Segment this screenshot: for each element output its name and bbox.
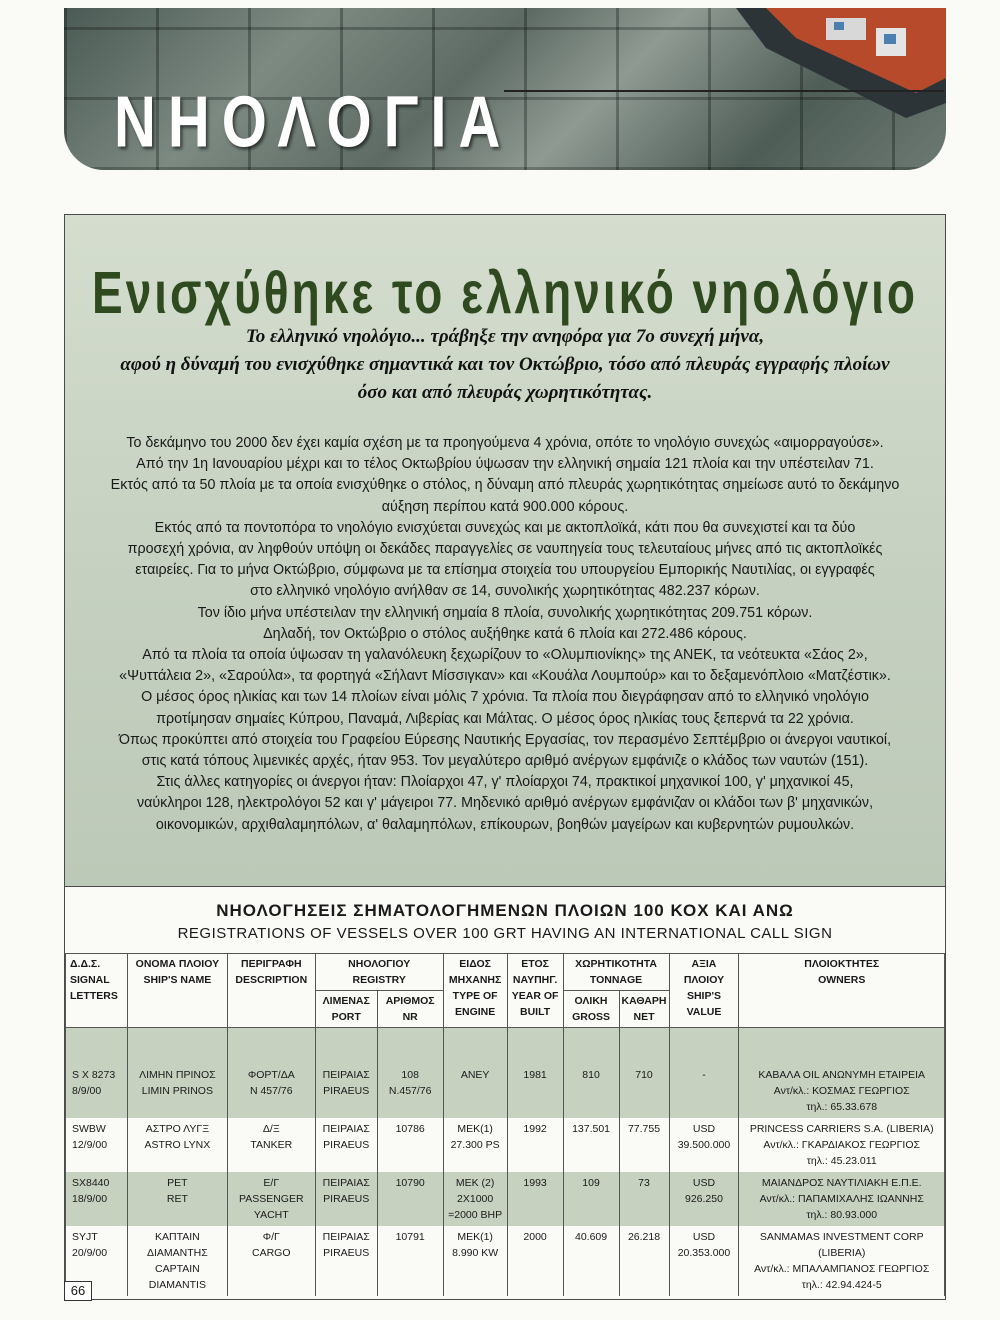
cell-description bbox=[227, 1172, 315, 1226]
cell-line: 8.990 KW bbox=[452, 1247, 499, 1259]
header-text: LETTERS bbox=[70, 990, 118, 1002]
header-text: ΑΞΙΑ bbox=[691, 958, 717, 970]
subtitle-line: Το ελληνικό νηολόγιο... τράβηξε την ανηφόρα για 7ο συνεχή μήνα, bbox=[245, 326, 765, 347]
cell-line: 26.218 bbox=[627, 1231, 661, 1243]
cell-line: LIMIN PRINOS bbox=[141, 1085, 213, 1097]
cell-line: 12/9/00 bbox=[72, 1139, 108, 1151]
cell-net bbox=[619, 1118, 669, 1172]
body-line: εταιρείες. Για το μήνα Οκτώβριο, σύμφωνα με τα επίσημα στοιχεία του υπουργείου Εμπορικής Ναυτιλίας, οι εγγραφές bbox=[135, 562, 875, 579]
cell-line: Φ/Γ bbox=[262, 1231, 280, 1243]
col-signal-header bbox=[66, 954, 128, 1028]
header-text: TONNAGE bbox=[589, 974, 643, 986]
cell-line: ASTRO LYNX bbox=[144, 1139, 211, 1151]
body-line: Όπως προκύπτει από στοιχεία του Γραφείου Εύρεσης Ναυτικής Εργασίας, τον περασμένο Σεπτέμβριο οι άνεργοι ναυτικοί, bbox=[118, 731, 892, 748]
header-text: NR bbox=[402, 1011, 418, 1023]
cell-year bbox=[507, 1226, 563, 1296]
registrations-section bbox=[64, 886, 946, 1300]
article-title: Ενισχύθηκε το ελληνικό νηολόγιο bbox=[92, 258, 918, 326]
col-port-header bbox=[315, 991, 377, 1028]
cell-gross bbox=[563, 1226, 619, 1296]
cell-nr bbox=[377, 1064, 443, 1118]
article-subtitle bbox=[95, 323, 915, 407]
header-text: Δ.Δ.Σ. bbox=[70, 958, 101, 970]
cell-owners bbox=[739, 1118, 945, 1172]
table-row bbox=[66, 1064, 945, 1118]
cell-line: 108 bbox=[401, 1069, 419, 1081]
cell-port bbox=[315, 1172, 377, 1226]
col-value-header bbox=[669, 954, 739, 1028]
ship-aerial-image bbox=[706, 8, 946, 118]
cell-line: Αντ/κλ.: ΠΑΠΑΜΙΧΑΛΗΣ ΙΩΑΝΝΗΣ bbox=[759, 1193, 924, 1205]
cell-gross bbox=[563, 1172, 619, 1226]
table-row bbox=[66, 1118, 945, 1172]
cell-line: ΜΕΚ(1) bbox=[457, 1231, 493, 1243]
cell-name bbox=[127, 1172, 227, 1226]
header-text: YEAR OF bbox=[511, 990, 559, 1002]
cell-line: RET bbox=[166, 1193, 188, 1205]
cell-gross bbox=[563, 1064, 619, 1118]
cell-line: 10786 bbox=[395, 1123, 425, 1135]
cell-year bbox=[507, 1172, 563, 1226]
cell-line: 710 bbox=[635, 1069, 653, 1081]
body-line: Εκτός από τα ποντοπόρα το νηολόγιο ενισχύεται συνεχώς και με ακτοπλοϊκά, κάτι που θα συνεχιστεί και τα δύο bbox=[154, 519, 856, 536]
cell-line: ΠΕΙΡΑΙΑΣ bbox=[322, 1177, 370, 1189]
cell-line: τηλ.: 45.23.011 bbox=[806, 1155, 877, 1167]
header-text: SHIP'S NAME bbox=[143, 974, 212, 986]
header-text: OWNERS bbox=[818, 974, 866, 986]
col-name-header bbox=[127, 954, 227, 1028]
cell-signal bbox=[66, 1118, 128, 1172]
cell-line: S X 8273 bbox=[72, 1069, 116, 1081]
page-number: 66 bbox=[64, 1281, 92, 1301]
body-line: Ο μέσος όρος ηλικίας και των 14 πλοίων είναι μόλις 7 χρόνια. Τα πλοία που διεγράφησαν από το ελληνικό νηολόγιο bbox=[141, 689, 869, 706]
cell-line: τηλ.: 80.93.000 bbox=[806, 1209, 878, 1221]
cell-description bbox=[227, 1064, 315, 1118]
header-text: TYPE OF bbox=[452, 990, 498, 1002]
cell-line: PET bbox=[167, 1177, 188, 1189]
header-text: ΠΛΟΙΟΥ bbox=[683, 974, 725, 986]
cell-line: USD bbox=[692, 1177, 716, 1189]
cell-line: ΑΝΕΥ bbox=[460, 1069, 490, 1081]
table-row bbox=[66, 1226, 945, 1296]
cell-line: SANMAMAS INVESTMENT CORP (LIBERIA) bbox=[759, 1231, 924, 1259]
col-gross-header bbox=[563, 991, 619, 1028]
cell-line: 109 bbox=[582, 1177, 600, 1189]
cell-line: 20.353.000 bbox=[677, 1247, 731, 1259]
cell-value bbox=[669, 1064, 739, 1118]
cell-line: PIRAEUS bbox=[323, 1193, 370, 1205]
cell-signal bbox=[66, 1172, 128, 1226]
body-line: προσεχή χρόνια, αν ληφθούν υπόψη οι δεκάδες παραγγελίες σε ναυπηγεία τους τελευταίους μήνες από τις ακτοπλοϊκές bbox=[127, 541, 883, 558]
cell-engine bbox=[443, 1226, 507, 1296]
header-text: ΝΑΥΠΗΓ. bbox=[512, 974, 558, 986]
body-line: Δηλαδή, τον Οκτώβριο ο στόλος αυξήθηκε κατά 6 πλοία και 272.486 κόρους. bbox=[263, 625, 747, 642]
cell-line: SYJT bbox=[72, 1231, 98, 1243]
cell-engine bbox=[443, 1118, 507, 1172]
col-tonnage-header bbox=[563, 954, 669, 991]
header-text: BUILT bbox=[520, 1006, 551, 1018]
cell-line: ΚΑΒΑΛΑ OIL ΑΝΩΝΥΜΗ ΕΤΑΙΡΕΙΑ bbox=[758, 1069, 925, 1081]
registrations-title-english: REGISTRATIONS OF VESSELS OVER 100 GRT HAVING AN INTERNATIONAL CALL SIGN bbox=[177, 925, 833, 942]
cell-owners bbox=[739, 1226, 945, 1296]
header-text: ΟΛΙΚΗ bbox=[574, 995, 608, 1007]
cell-signal bbox=[66, 1064, 128, 1118]
cell-line: ΦΟΡΤ/ΔΑ bbox=[247, 1069, 295, 1081]
registrations-table bbox=[65, 953, 945, 1296]
cell-name bbox=[127, 1118, 227, 1172]
cell-line: Ε/Γ bbox=[263, 1177, 280, 1189]
col-owners-header bbox=[739, 954, 945, 1028]
header-divider-line bbox=[504, 90, 944, 92]
cell-line: 1981 bbox=[523, 1069, 547, 1081]
cell-line: =2000 BHP bbox=[448, 1209, 503, 1221]
cell-line: PIRAEUS bbox=[323, 1247, 370, 1259]
cell-line: 810 bbox=[582, 1069, 600, 1081]
cell-line: Αντ/κλ.: ΓΚΑΡΔΙΑΚΟΣ ΓΕΩΡΓΙΟΣ bbox=[763, 1139, 921, 1151]
cell-owners bbox=[739, 1064, 945, 1118]
header-text: VALUE bbox=[686, 1006, 722, 1018]
cell-line: ΜΕΚ (2) bbox=[455, 1177, 495, 1189]
header-text: SHIP'S bbox=[686, 990, 721, 1002]
header-text: PORT bbox=[331, 1011, 361, 1023]
cell-line: 10790 bbox=[395, 1177, 425, 1189]
body-line: Τον ίδιο μήνα υπέστειλαν την ελληνική σημαία 8 πλοία, συνολικής χωρητικότητας 209.751 κόρων. bbox=[197, 604, 813, 621]
header-text: ΧΩΡΗΤΙΚΟΤΗΤΑ bbox=[575, 958, 657, 970]
header-text: SIGNAL bbox=[70, 974, 110, 986]
body-line: Εκτός από τα 50 πλοία με τα οποία ενισχύθηκε ο στόλος, η δύναμη από πλευράς χωρητικότητας σημείωσε αυτό το δεκάμηνο bbox=[110, 477, 900, 494]
cell-line: 8/9/00 bbox=[72, 1085, 102, 1097]
cell-net bbox=[619, 1064, 669, 1118]
article-box bbox=[64, 214, 946, 886]
cell-description bbox=[227, 1226, 315, 1296]
cell-line: USD bbox=[692, 1123, 716, 1135]
header-text: DESCRIPTION bbox=[235, 974, 308, 986]
cell-line: 40.609 bbox=[574, 1231, 608, 1243]
cell-nr bbox=[377, 1172, 443, 1226]
cell-port bbox=[315, 1118, 377, 1172]
header-text: ΚΑΘΑΡΗ bbox=[621, 995, 667, 1007]
col-engine-header bbox=[443, 954, 507, 1028]
cell-line: ΜΑΙΑΝΔΡΟΣ ΝΑΥΤΙΛΙΑΚΗ Ε.Π.Ε. bbox=[761, 1177, 922, 1189]
header-text: ΕΙΔΟΣ bbox=[459, 958, 491, 970]
body-line: προτίμησαν σημαίες Κύπρου, Παναμά, Λιβερίας και Μάλτας. Ο μέσος όρος ηλικίας τους ξεπερνά τα 22 χρόνια. bbox=[156, 710, 854, 727]
cell-line: SX8440 bbox=[72, 1177, 110, 1189]
cell-gross bbox=[563, 1118, 619, 1172]
cell-line: PIRAEUS bbox=[323, 1139, 370, 1151]
col-description-header bbox=[227, 954, 315, 1028]
cell-net bbox=[619, 1172, 669, 1226]
cell-line: ΠΕΙΡΑΙΑΣ bbox=[322, 1231, 370, 1243]
body-line: στο ελληνικό νηολόγιο ανήλθαν σε 14, συνολικής χωρητικότητας 482.237 κόρων. bbox=[250, 583, 760, 600]
header-text: ΑΡΙΘΜΟΣ bbox=[385, 995, 435, 1007]
cell-line: 1993 bbox=[523, 1177, 547, 1189]
article-body bbox=[85, 433, 925, 836]
cell-value bbox=[669, 1118, 739, 1172]
header-text: ΠΕΡΙΓΡΑΦΗ bbox=[241, 958, 302, 970]
cell-line: 27.300 PS bbox=[450, 1139, 500, 1151]
cell-line: ΠΕΙΡΑΙΑΣ bbox=[322, 1069, 370, 1081]
body-line: Στις άλλες κατηγορίες οι άνεργοι ήταν: Πλοίαρχοι 47, γ' πλοίαρχοι 74, πρακτικοί μηχανικοί 100, γ' μηχανικοί 45, bbox=[156, 774, 854, 791]
header-text: ΜΗΧΑΝΗΣ bbox=[448, 974, 502, 986]
cell-line: 10791 bbox=[395, 1231, 425, 1243]
cell-line: 137.501 bbox=[572, 1123, 611, 1135]
cell-line: CAPTAIN DIAMANTIS bbox=[148, 1263, 206, 1291]
header-banner bbox=[64, 8, 946, 170]
cell-line: τηλ.: 65.33.678 bbox=[806, 1101, 878, 1113]
subtitle-line: αφού η δύναμή του ενισχύθηκε σημαντικά και τον Οκτώβριο, τόσο από πλευράς εγγραφής πλοίων bbox=[120, 354, 890, 375]
body-line: Το δεκάμηνο του 2000 δεν έχει καμία σχέση με τα προηγούμενα 4 χρόνια, οπότε το νηολόγιο συνεχώς «αιμορραγούσε». bbox=[126, 435, 884, 451]
cell-line: ΚΑΠΤΑΙΝ ΔΙΑΜΑΝΤΗΣ bbox=[147, 1231, 208, 1259]
header-text: ΠΛΟΙΟΚΤΗΤΕΣ bbox=[804, 958, 880, 970]
table-spacer-row bbox=[66, 1028, 945, 1065]
cell-line: Αντ/κλ.: ΚΟΣΜΑΣ ΓΕΩΡΓΙΟΣ bbox=[773, 1085, 910, 1097]
cell-line: ΠΕΙΡΑΙΑΣ bbox=[322, 1123, 370, 1135]
cell-year bbox=[507, 1064, 563, 1118]
header-text: ΝΗΟΛΟΓΙΟΥ bbox=[348, 958, 411, 970]
cell-net bbox=[619, 1226, 669, 1296]
header-text: ENGINE bbox=[454, 1006, 496, 1018]
cell-line: 77.755 bbox=[627, 1123, 661, 1135]
header-text: ΟΝΟΜΑ ΠΛΟΙΟΥ bbox=[135, 958, 220, 970]
cell-name bbox=[127, 1064, 227, 1118]
col-year-header bbox=[507, 954, 563, 1028]
registrations-title-greek: ΝΗΟΛΟΓΗΣΕΙΣ ΣΗΜΑΤΟΛΟΓΗΜΕΝΩΝ ΠΛΟΙΩΝ 100 ΚΟΧ ΚΑΙ ΑΝΩ bbox=[216, 901, 794, 920]
cell-line: PASSENGER YACHT bbox=[238, 1193, 304, 1221]
body-line: ναύκληροι 128, ηλεκτρολόγοι 52 και γ' μάγειροι 77. Μηδενικό αριθμό ανέργων εμφάνιζαν οι κλάδοι των β' μηχανικών, bbox=[136, 795, 874, 812]
cell-line: ΛΙΜΗΝ ΠΡΙΝΟΣ bbox=[139, 1069, 216, 1081]
cell-value bbox=[669, 1172, 739, 1226]
cell-engine bbox=[443, 1064, 507, 1118]
cell-line: PIRAEUS bbox=[323, 1085, 370, 1097]
header-text: REGISTRY bbox=[352, 974, 406, 986]
cell-engine bbox=[443, 1172, 507, 1226]
cell-line: ΜΕΚ(1) bbox=[457, 1123, 493, 1135]
body-line: «Ψυττάλεια 2», «Σαρούλα», τα φορτηγά «Σήλαντ Μίσσιγκαν» και «Κουάλα Λουμπούρ» και το δεξαμενόπλοιο «Ματζέστικ». bbox=[119, 668, 891, 685]
cell-line: PRINCESS CARRIERS S.A. (LIBERIA) bbox=[749, 1123, 934, 1135]
cell-line: USD bbox=[692, 1231, 716, 1243]
cell-nr bbox=[377, 1226, 443, 1296]
body-line: στις κατά τόπους λιμενικές αρχές, ήταν 953. Τον μεγαλύτερο αριθμό ανέργων εμφάνιζε ο κλάδος των ναυτών (151). bbox=[141, 753, 869, 770]
cell-line: CARGO bbox=[252, 1247, 291, 1259]
body-line: Από την 1η Ιανουαρίου μέχρι και το τέλος Οκτωβρίου ύψωσαν την ελληνική σημαία 121 πλοία και την υπέστειλαν 71. bbox=[136, 456, 874, 473]
cell-description bbox=[227, 1118, 315, 1172]
cell-line: τηλ.: 42.94.424-5 bbox=[801, 1279, 882, 1291]
cell-line: SWBW bbox=[72, 1123, 106, 1135]
cell-line: 18/9/00 bbox=[72, 1193, 108, 1205]
cell-line: 39.500.000 bbox=[677, 1139, 731, 1151]
header-text: ΕΤΟΣ bbox=[521, 958, 549, 970]
cell-line: 73 bbox=[638, 1177, 650, 1189]
header-text: NET bbox=[633, 1011, 655, 1023]
cell-line: TANKER bbox=[250, 1139, 293, 1151]
body-line: Από τα πλοία τα οποία ύψωσαν τη γαλανόλευκη ξεχωρίζουν το «Ολυμπιονίκης» της ΑΝΕΚ, τα νεότευκτα «Σάος 2», bbox=[142, 647, 868, 664]
cell-line: Αντ/κλ.: ΜΠΑΛΑΜΠΑΝΟΣ ΓΕΩΡΓΙΟΣ bbox=[754, 1263, 930, 1275]
cell-line: - bbox=[702, 1069, 706, 1081]
cell-owners bbox=[739, 1172, 945, 1226]
cell-line: ΑΣΤΡΟ ΛΥΓΞ bbox=[145, 1123, 210, 1135]
body-line: οικονομικών, αρχιθαλαμηπόλων, α' θαλαμηπόλων, επίκουρων, βοηθών μαγείρων και κυβερνητών ρυμουλκών. bbox=[155, 816, 855, 833]
col-registry-header bbox=[315, 954, 443, 991]
body-line: αύξηση περίπου κατά 900.000 κόρους. bbox=[381, 498, 629, 515]
cell-line: 2X1000 bbox=[457, 1193, 494, 1205]
col-net-header bbox=[619, 991, 669, 1028]
cell-port bbox=[315, 1064, 377, 1118]
cell-line: 1992 bbox=[523, 1123, 547, 1135]
cell-line: N.457/76 bbox=[388, 1085, 432, 1097]
cell-port bbox=[315, 1226, 377, 1296]
section-title: ΝΗΟΛΟΓΙΑ bbox=[114, 81, 513, 163]
cell-nr bbox=[377, 1118, 443, 1172]
header-text: GROSS bbox=[572, 1011, 611, 1023]
col-nr-header bbox=[377, 991, 443, 1028]
header-text: ΛΙΜΕΝΑΣ bbox=[322, 995, 370, 1007]
cell-line: 20/9/00 bbox=[72, 1247, 108, 1259]
cell-value bbox=[669, 1226, 739, 1296]
cell-line: Δ/Ξ bbox=[262, 1123, 280, 1135]
cell-line: 926.250 bbox=[684, 1193, 723, 1205]
cell-year bbox=[507, 1118, 563, 1172]
cell-name bbox=[127, 1226, 227, 1296]
cell-line: 2000 bbox=[523, 1231, 547, 1243]
cell-line: N 457/76 bbox=[249, 1085, 293, 1097]
table-row bbox=[66, 1172, 945, 1226]
subtitle-line: όσο και από πλευράς χωρητικότητας. bbox=[357, 382, 653, 403]
